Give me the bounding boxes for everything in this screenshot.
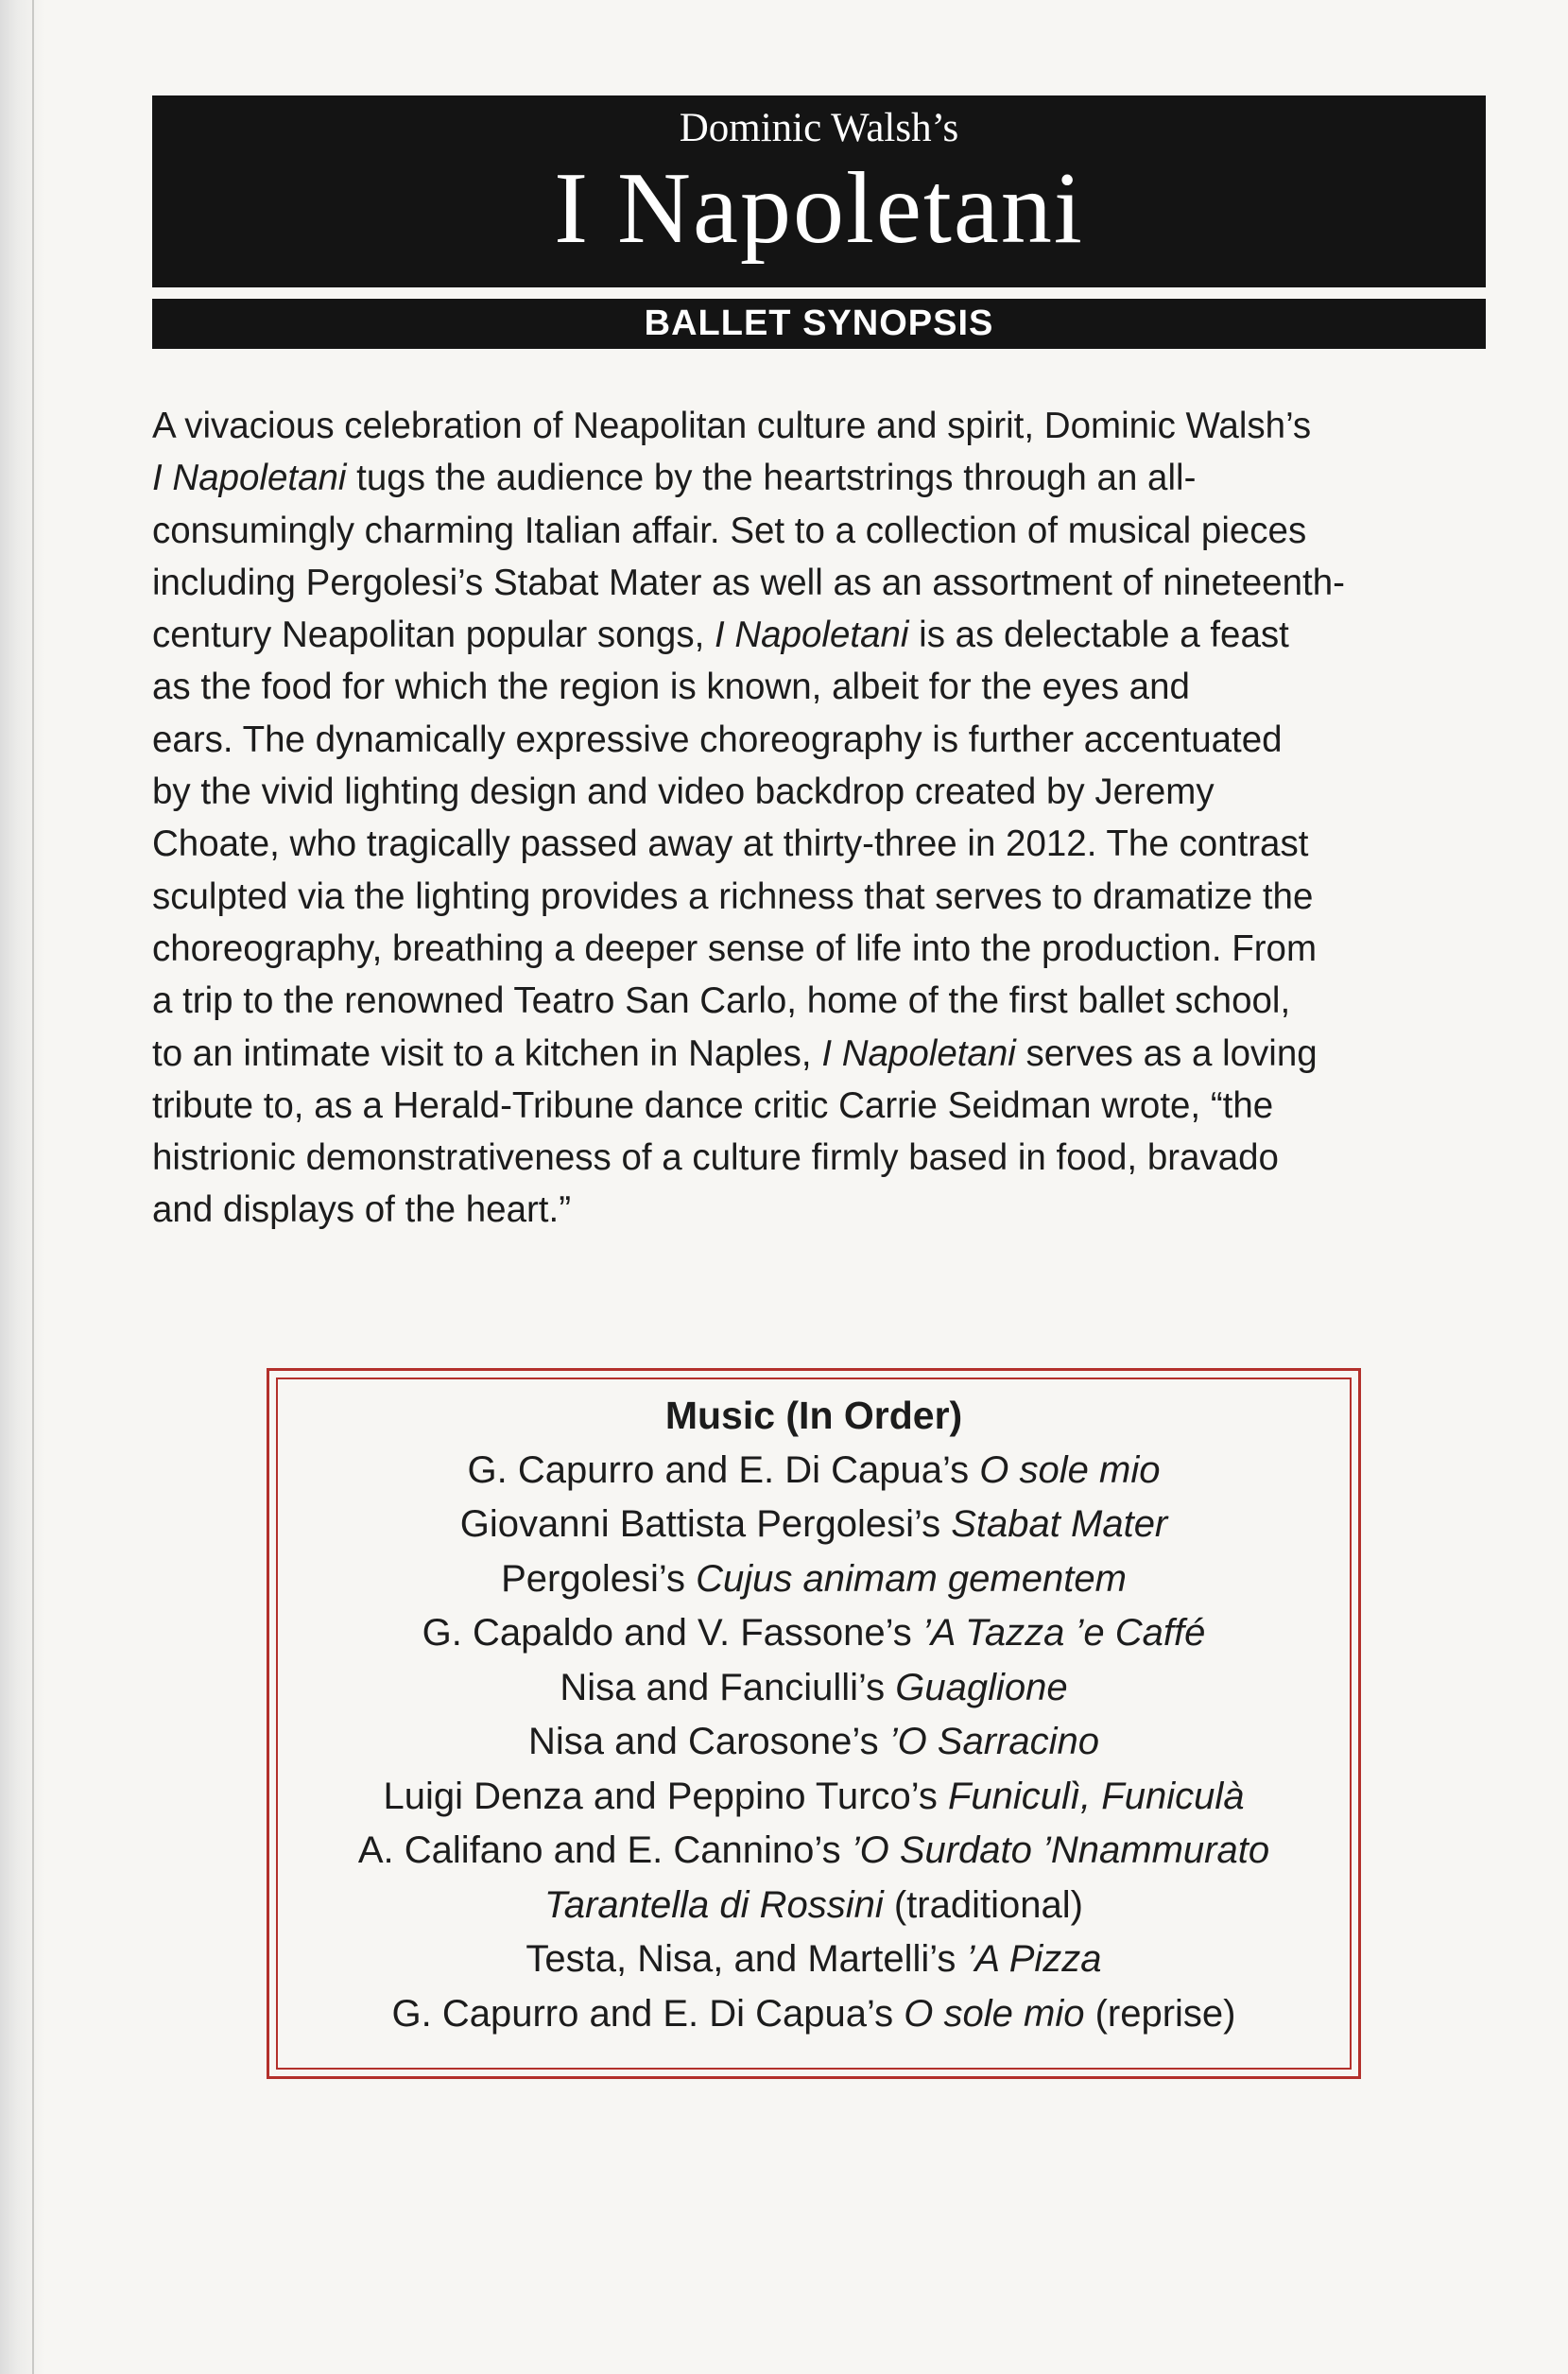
text-run: Nisa and Fanciulli’s	[560, 1666, 896, 1708]
synopsis-line	[152, 557, 1485, 609]
choreographer-subtitle: Dominic Walsh’s	[679, 106, 959, 150]
text-run: Choate, who tragically passed away at thirty-three in 2012. The contrast	[152, 823, 1309, 865]
text-run: tribute to, as a Herald-Tribune dance critic Carrie Seidman wrote, “the	[152, 1084, 1274, 1126]
music-item	[269, 1879, 1358, 1933]
page-spine-line	[32, 0, 34, 2374]
italic-title-text: I Napoletani	[821, 1032, 1016, 1074]
italic-title-text: ’O Surdato ’Nnammurato	[851, 1829, 1270, 1871]
text-run: sculpted via the lighting provides a richness that serves to dramatize the	[152, 875, 1314, 917]
synopsis-line	[152, 1028, 1485, 1080]
synopsis-line	[152, 714, 1485, 766]
music-item	[269, 1932, 1358, 1987]
text-run: (reprise)	[1084, 1992, 1236, 2035]
text-run: Giovanni Battista Pergolesi’s	[459, 1503, 952, 1545]
text-run: tugs the audience by the heartstrings through an all-	[346, 458, 1197, 499]
synopsis-line	[152, 661, 1485, 713]
italic-title-text: Tarantella di Rossini	[544, 1883, 884, 1926]
text-run: A vivacious celebration of Neapolitan culture and spirit, Dominic Walsh’s	[152, 406, 1312, 446]
synopsis-line	[152, 1184, 1485, 1236]
text-run: A. Califano and E. Cannino’s	[357, 1829, 852, 1871]
synopsis-line	[152, 766, 1485, 818]
italic-title-text: Stabat Mater	[951, 1503, 1168, 1545]
text-run: Luigi Denza and Peppino Turco’s	[383, 1775, 948, 1817]
text-run: by the vivid lighting design and video backdrop created by Jeremy	[152, 771, 1215, 813]
italic-title-text: Funiculì, Funiculà	[947, 1775, 1245, 1817]
italic-title-text: O sole mio	[979, 1448, 1161, 1491]
synopsis-line	[152, 1080, 1485, 1132]
ballet-title: I Napoletani	[554, 152, 1084, 265]
italic-title-text: O sole mio	[904, 1992, 1085, 2035]
synopsis-line	[152, 1132, 1485, 1184]
text-run: serves as a loving	[1015, 1032, 1318, 1074]
synopsis-line	[152, 609, 1485, 661]
page-spine-shadow	[0, 0, 45, 2374]
text-run: including Pergolesi’s Stabat Mater as well as an assortment of nineteenth-	[152, 562, 1345, 603]
text-run: consumingly charming Italian affair. Set to a collection of musical pieces	[152, 510, 1307, 551]
text-run: G. Capaldo and V. Fassone’s	[422, 1612, 922, 1654]
text-run: ears. The dynamically expressive choreography is further accentuated	[152, 719, 1283, 760]
music-item	[269, 1824, 1358, 1879]
synopsis-line	[152, 975, 1485, 1027]
section-heading-bar: BALLET SYNOPSIS	[152, 299, 1486, 349]
synopsis-line	[152, 818, 1485, 870]
music-item	[269, 1606, 1358, 1661]
italic-title-text: I Napoletani	[714, 615, 909, 656]
text-run: Testa, Nisa, and Martelli’s	[526, 1938, 967, 1980]
text-run: choreography, breathing a deeper sense of life into the production. From	[152, 927, 1318, 969]
italic-title-text: I Napoletani	[152, 458, 347, 499]
music-box	[267, 1368, 1361, 2079]
music-list	[269, 1389, 1358, 2041]
text-run: Nisa and Carosone’s	[527, 1721, 889, 1762]
text-run: G. Capurro and E. Di Capua’s	[391, 1992, 905, 2035]
text-run: Pergolesi’s	[501, 1557, 697, 1600]
text-run: is as delectable a feast	[908, 615, 1289, 656]
synopsis-line	[152, 452, 1485, 504]
music-item	[269, 1661, 1358, 1716]
music-item	[269, 1444, 1358, 1499]
music-item	[269, 1987, 1358, 2042]
music-item	[269, 1552, 1358, 1607]
text-run: century Neapolitan popular songs,	[152, 615, 715, 656]
text-run: as the food for which the region is known, albeit for the eyes and	[152, 667, 1190, 708]
italic-title-text: ’O Sarracino	[888, 1721, 1099, 1762]
synopsis-paragraph	[152, 400, 1485, 1237]
music-item	[269, 1498, 1358, 1552]
italic-title-text: Guaglione	[895, 1666, 1068, 1708]
text-run: (traditional)	[883, 1883, 1083, 1926]
music-item	[269, 1715, 1358, 1770]
synopsis-line	[152, 505, 1485, 557]
title-banner	[152, 95, 1486, 287]
text-run: a trip to the renowned Teatro San Carlo, home of the first ballet school,	[152, 980, 1291, 1022]
synopsis-line	[152, 923, 1485, 975]
banner-divider	[152, 287, 1486, 299]
music-item	[269, 1770, 1358, 1825]
italic-title-text: ’A Pizza	[966, 1938, 1102, 1980]
text-run: and displays of the heart.”	[152, 1189, 572, 1231]
synopsis-line	[152, 400, 1485, 452]
text-run: to an intimate visit to a kitchen in Naples,	[152, 1032, 822, 1074]
text-run: histrionic demonstrativeness of a culture firmly based in food, bravado	[152, 1137, 1279, 1179]
italic-title-text: Cujus animam gementem	[696, 1557, 1127, 1600]
music-heading: Music (In Order)	[664, 1394, 963, 1437]
italic-title-text: ’A Tazza ’e Caffé	[922, 1612, 1206, 1654]
synopsis-line	[152, 871, 1485, 923]
text-run: G. Capurro and E. Di Capua’s	[467, 1448, 980, 1491]
